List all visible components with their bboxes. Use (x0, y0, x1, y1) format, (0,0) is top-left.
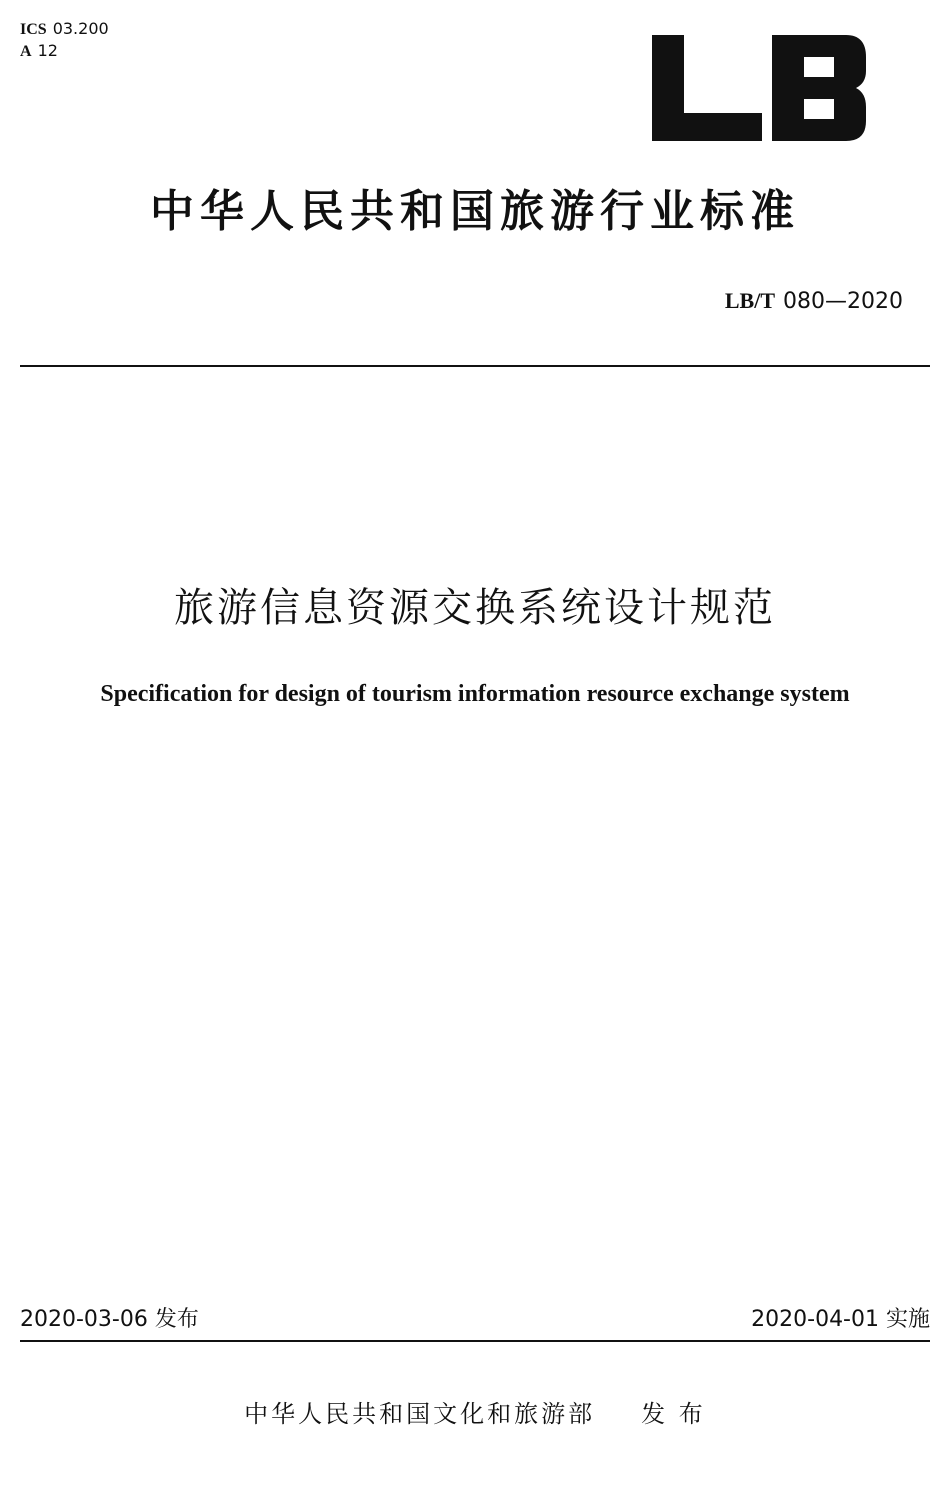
issue-date: 2020-03-06 发布 (20, 1307, 199, 1332)
implementation-date: 2020-04-01 实施 (751, 1307, 930, 1332)
document-title-chinese: 旅游信息资源交换系统设计规范 (174, 585, 776, 631)
standard-number (725, 286, 903, 317)
classification-block (20, 18, 109, 62)
class-code: 12 (37, 41, 58, 60)
ics-label: ICS (20, 21, 47, 38)
document-title-english: Specification for design of tourism information resource exchange system (100, 681, 850, 707)
issuer-name: 中华人民共和国文化和旅游部 (244, 1400, 596, 1428)
logo-letter-l (652, 35, 762, 141)
class-label: A (20, 43, 32, 60)
ics-line (20, 18, 109, 40)
issue-word: 发 布 (641, 1400, 706, 1428)
standard-code-prefix: LB/T (724, 288, 776, 313)
class-line (20, 40, 109, 62)
ics-code: 03.200 (52, 19, 109, 38)
header-divider (20, 365, 930, 367)
lb-logo (650, 33, 868, 143)
issuer-line (0, 1396, 950, 1432)
standard-title: 中华人民共和国旅游行业标准 (150, 186, 800, 237)
standard-code-number: 080—2020 (783, 289, 903, 314)
logo-letter-b (772, 35, 866, 141)
footer-divider (20, 1340, 930, 1342)
